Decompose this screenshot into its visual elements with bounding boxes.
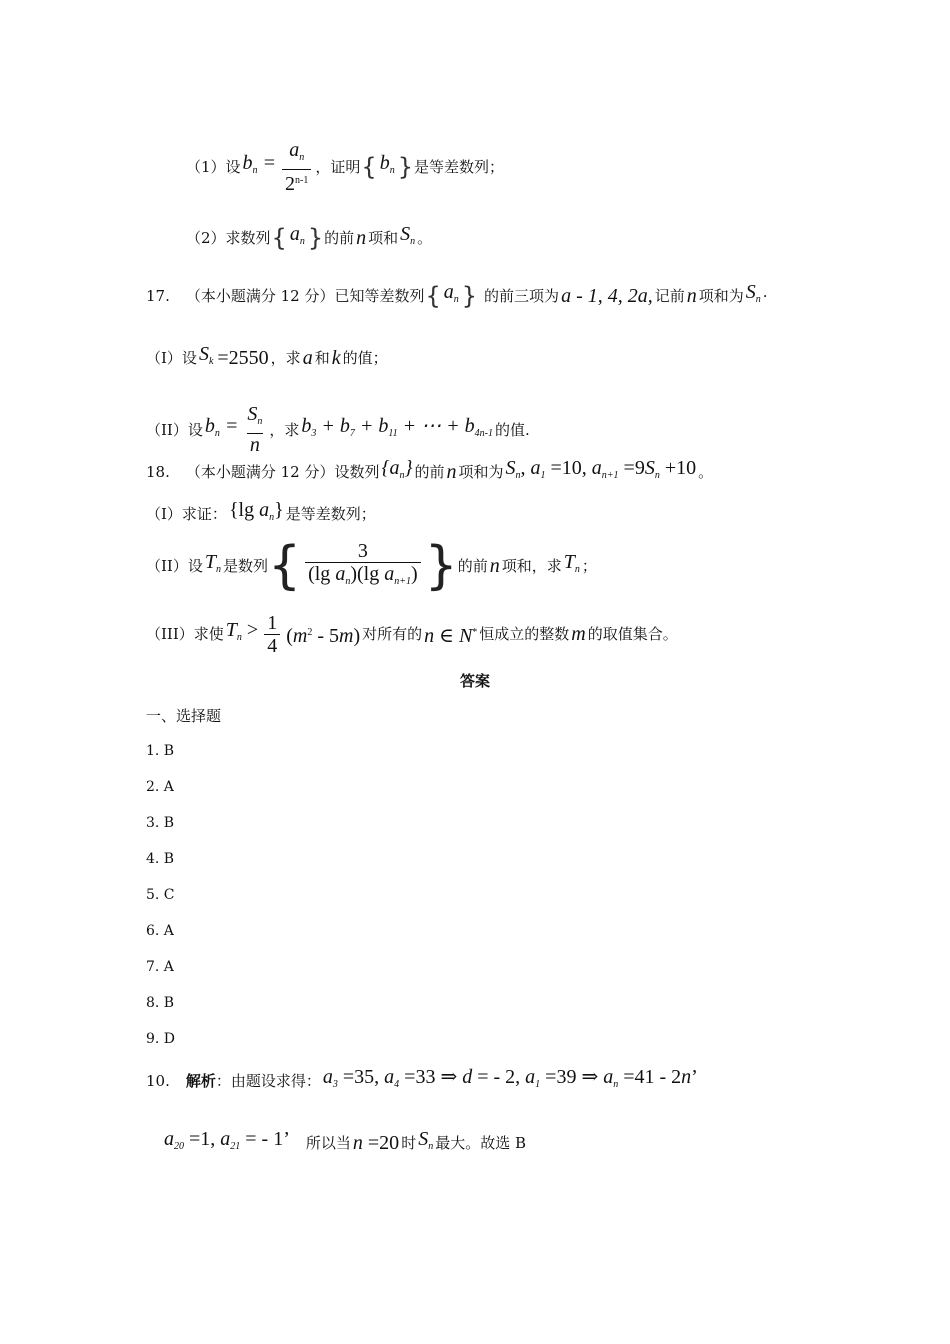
choice-answer-9: 9. D [146,1031,176,1047]
formula-bn: $b_n$ = [242,152,277,176]
q17-stem: 17. （本小题满分 12 分）已知等差数列 { $a_n$ } 的前三项为 a - 1, 4, 2a, 记前 n 项和为 $S_n$ · [146,281,768,310]
q16-part1: （1）设 $b_n$ = $\frac{a_n}{2^{n-1}}$ ，证明 { $b_n$ } 是等差数列； [186,139,504,195]
q16-part2: （2）求数列 { $a_n$ } 的前 n 项和 $S_n$ 。 [186,223,433,252]
choice-answer-3: 3. B [146,815,175,831]
q10-line2: $a_{20} =1$, $a_{21}$ = - 1’ 所以当 n =20 时 $S_n$ 最大。故选 B [164,1128,526,1154]
fraction-an-over-2n1: $\frac{a_n}{2^{n-1}}$ [282,140,311,194]
q18-stem: 18. （本小题满分 12 分）设数列 $\{a_n\}$ 的前 n 项和为 $S_n$, $a_1 =10$, $a_{n+1} =9S_n +10$ 。 [146,457,714,483]
section-choice: 一、选择题 [146,707,222,725]
fraction-3-over-lg: $\frac{3}{(\lg a_n)(\lg a_{n+1})}$ [305,541,421,592]
q18-part1: （I）求证： {lg $a_n$} 是等差数列； [146,499,376,523]
choice-answer-1: 1. B [146,743,175,759]
answers-heading: 答案 [459,672,490,690]
choice-answer-7: 7. A [146,959,174,975]
choice-answer-8: 8. B [146,995,175,1011]
q18-part2: （II）设 $T_n$ 是数列 { $\frac{3}{(\lg a_n)(\lg a_{n+1})}$ } 的前 n 项和，求 $T_n$ ； [146,536,597,596]
choice-answer-5: 5. C [146,887,175,903]
choice-answer-2: 2. A [146,779,174,795]
fraction-1-over-4: $\frac{1}{4}$ [264,613,280,656]
q17-part1: （I）设 $S_k$ =2550 ，求 a 和 k 的值； [146,343,388,369]
q10-line1: 10. 解析 ：由题设求得： $a_3 =35$, $a_4 =33$ ⇒ d = - 2, $a_1 =39$ ⇒ $a_n =41 - 2n$’ [146,1066,698,1090]
choice-answer-4: 4. B [146,851,175,867]
q17-part2: （II）设 $b_n$ = $\frac{S_n}{n}$ ，求 $b_3 + b_7 + b_{11}$ + ⋯ + $b_{4n-1}$ 的值. [146,403,530,456]
choice-answer-6: 6. A [146,923,174,939]
fraction-sn-over-n: $\frac{S_n}{n}$ [247,403,263,456]
q18-part3: （III）求使 $T_n$ > $\frac{1}{4}$ $(m^2 - 5m)$ 对所有的 n ∈ N* 恒成立的整数 m 的取值集合。 [146,611,678,657]
